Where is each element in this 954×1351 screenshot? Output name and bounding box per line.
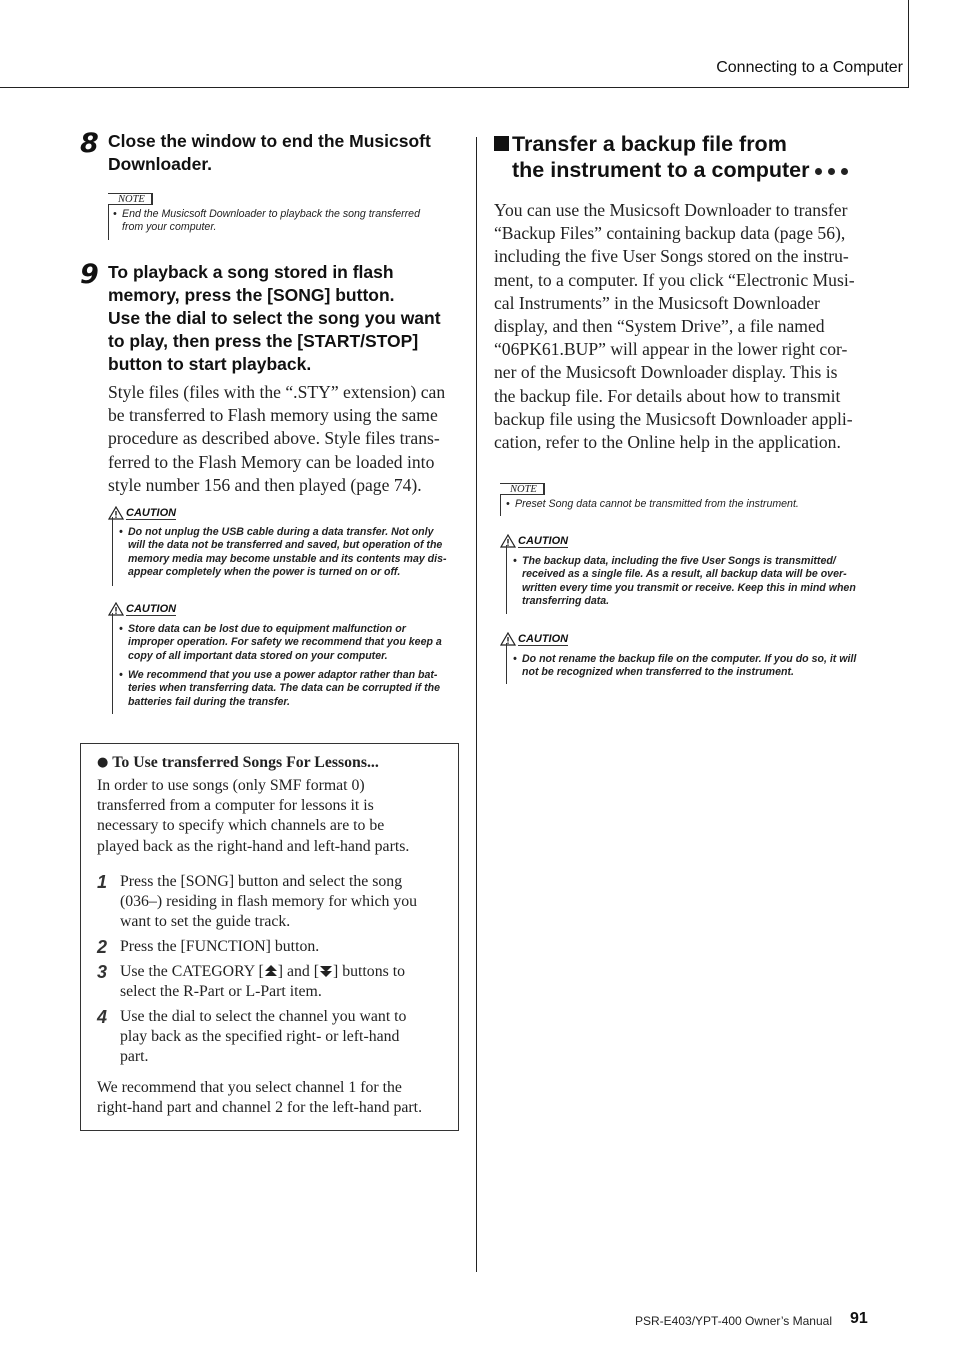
- lessons-step-3: [120, 962, 405, 1002]
- caution-line: not be recognized when transferred to the instrument.: [522, 666, 794, 679]
- caution-line: The backup data, including the five User Songs is transmitted/: [522, 555, 836, 567]
- caution-tag: [500, 632, 568, 646]
- category-up-arrow-icon: [264, 964, 278, 978]
- step-9-heading-line: button to start playback.: [108, 354, 312, 374]
- lessons-title: [97, 753, 379, 773]
- step-9-heading-line: To playback a song stored in flash: [108, 262, 394, 282]
- section-title-line-1: [494, 131, 854, 157]
- caution-bar: [112, 613, 113, 714]
- footer-manual-name: PSR-E403/YPT-400 Owner’s Manual: [635, 1314, 832, 1328]
- note-item: • End the Musicsoft Downloader to playback the song transferred from your computer.: [113, 208, 420, 234]
- caution-item: • Do not unplug the USB cable during a data transfer. Not only will the data not be transferred and saved, but operation of the memory media may become unstable and its contents may dis- appear completely when the power is turned on or off.: [119, 526, 447, 578]
- lessons-step-2: [120, 937, 319, 957]
- step-8-heading-line: Downloader.: [108, 154, 213, 174]
- caution-label: CAUTION: [126, 506, 177, 519]
- caution-line: improper operation. For safety we recommend that you keep a: [128, 636, 442, 649]
- caution-item: • Do not rename the backup file on the computer. If you do so, it will not be recognized when transferred to the instrument.: [513, 653, 857, 679]
- section-note: [500, 483, 880, 516]
- column-divider: [476, 137, 477, 1272]
- caution-tag: [500, 534, 568, 548]
- section-caution-2: [500, 632, 880, 684]
- bullet-icon: ●: [97, 755, 109, 770]
- step-8-heading-line: Close the window to end the Musicsoft: [108, 131, 431, 151]
- caution-label: CAUTION: [126, 602, 177, 615]
- section-caution-1: [500, 534, 880, 614]
- body-line: Style files (files with the “.STY” extension) can: [108, 382, 446, 402]
- warning-triangle-icon: [108, 506, 124, 520]
- body-line: You can use the Musicsoft Downloader to transfer: [494, 200, 848, 220]
- page-edge-rule: [908, 0, 909, 88]
- lessons-title-text: To Use transferred Songs For Lessons...: [112, 754, 379, 771]
- lessons-intro-line: necessary to specify which channels are to be: [97, 817, 385, 835]
- caution-bar: [506, 643, 507, 684]
- body-line: ment, to a computer. If you click “Electronic Musi-: [494, 269, 855, 290]
- section-body: [494, 199, 884, 454]
- lessons-step-text: ] and [: [277, 963, 320, 980]
- lessons-outro: [97, 1078, 422, 1118]
- caution-bar: [112, 517, 113, 586]
- lessons-step-line: want to set the guide track.: [120, 913, 291, 931]
- caution-line: transferring data.: [522, 594, 610, 607]
- note-item: • Preset Song data cannot be transmitted from the instrument.: [506, 498, 799, 510]
- lessons-step-number: 4: [97, 1007, 108, 1027]
- body-line: backup file using the Musicsoft Downloader appli-: [494, 408, 853, 429]
- section-title-text: the instrument to a computer: [512, 158, 810, 182]
- body-line: cation, refer to the Online help in the application.: [494, 432, 841, 453]
- section-dots-icon: [815, 157, 854, 183]
- caution-line: memory media may become unstable and its contents may dis-: [128, 552, 447, 565]
- lessons-step-line: Use the dial to select the channel you want to: [120, 1008, 407, 1025]
- section-title-line-2: [494, 157, 854, 183]
- lessons-step-number: 3: [97, 962, 108, 982]
- lessons-step-text: Use the CATEGORY [: [120, 963, 264, 980]
- caution-line: teries when transferring data. The data can be corrupted if the: [128, 682, 440, 695]
- lessons-step-line: play back as the specified right- or left-hand: [120, 1028, 400, 1046]
- lessons-outro-line: right-hand part and channel 2 for the left-hand part.: [97, 1099, 423, 1117]
- caution-tag: [108, 602, 176, 616]
- step-8-number: 8: [80, 128, 99, 159]
- warning-triangle-icon: [500, 632, 516, 646]
- body-line: cal Instruments” in the Musicsoft Downloader: [494, 292, 820, 313]
- step-9-caution-2: [108, 602, 468, 714]
- caution-tag: [108, 506, 176, 520]
- body-line: be transferred to Flash memory using the same: [108, 405, 438, 426]
- step-9-heading-line: Use the dial to select the song you want: [108, 308, 441, 328]
- body-line: “Backup Files” containing backup data (page 56),: [494, 223, 846, 244]
- body-line: display, and then “System Drive”, a file named: [494, 316, 825, 337]
- lessons-step-line: (036–) residing in flash memory for which you: [120, 893, 418, 911]
- lessons-step-text: ] buttons to: [333, 963, 405, 980]
- note-bar: [108, 204, 109, 240]
- note-tag: NOTE: [500, 483, 545, 495]
- caution-line: copy of all important data stored on your computer.: [128, 649, 388, 662]
- section-title-text: Transfer a backup file from: [512, 132, 787, 156]
- warning-triangle-icon: [108, 602, 124, 616]
- lessons-intro-line: transferred from a computer for lessons it is: [97, 797, 374, 815]
- caution-line: received as a single file. As a result, all backup data will be over-: [522, 568, 847, 581]
- step-9-number: 9: [80, 259, 99, 290]
- caution-line: written every time you transmit or receive. Keep this in mind when: [522, 581, 856, 594]
- lessons-step-line: part.: [120, 1048, 149, 1066]
- body-line: ferred to the Flash Memory can be loaded into: [108, 451, 435, 472]
- caution-line: Do not rename the backup file on the computer. If you do so, it will: [522, 653, 857, 665]
- body-line: “06PK61.BUP” will appear in the lower right cor-: [494, 339, 848, 360]
- lessons-step-number: 2: [97, 937, 108, 957]
- lessons-step-1: [120, 872, 417, 933]
- caution-line: batteries fail during the transfer.: [128, 695, 290, 708]
- caution-line: Do not unplug the USB cable during a data transfer. Not only: [128, 526, 434, 538]
- lessons-step-4: [120, 1007, 406, 1068]
- warning-triangle-icon: [500, 534, 516, 548]
- body-line: procedure as described above. Style files trans-: [108, 428, 440, 449]
- lessons-step-line: [120, 962, 405, 982]
- lessons-intro-line: In order to use songs (only SMF format 0): [97, 777, 365, 794]
- footer-page-number: 91: [850, 1310, 868, 1327]
- section-title: [494, 131, 854, 183]
- step-9-body: [108, 381, 468, 497]
- step-8-note: [108, 193, 468, 240]
- lessons-intro-line: played back as the right-hand and left-hand parts.: [97, 837, 410, 855]
- caution-label: CAUTION: [518, 534, 569, 547]
- note-bar: [500, 494, 501, 516]
- step-9-heading: [108, 261, 441, 376]
- note-line: from your computer.: [122, 221, 217, 234]
- body-line: ner of the Musicsoft Downloader display. This is: [494, 362, 838, 383]
- lessons-outro-line: We recommend that you select channel 1 for the: [97, 1079, 402, 1096]
- lessons-intro: [97, 776, 409, 857]
- lessons-box: [80, 743, 459, 1131]
- caution-line: We recommend that you use a power adaptor rather than bat-: [128, 669, 438, 681]
- header-rule: [0, 87, 909, 88]
- step-8-heading: [108, 130, 431, 176]
- caution-label: CAUTION: [518, 632, 569, 645]
- caution-item: • We recommend that you use a power adaptor rather than bat- teries when transferring data. The data can be corrupted if the batteries fail during the transfer.: [119, 669, 440, 708]
- note-tag: NOTE: [108, 193, 153, 205]
- body-line: style number 156 and then played (page 74).: [108, 474, 422, 495]
- step-9-caution-1: [108, 506, 468, 586]
- body-line: the backup file. For details about how to transmit: [494, 385, 841, 406]
- section-square-icon: [494, 136, 509, 151]
- caution-line: will the data not be transferred and saved, but operation of the: [128, 539, 443, 552]
- caution-item: • The backup data, including the five User Songs is transmitted/ received as a single file. As a result, all backup data will be over- written every time you transmit or receive. Keep this in mind when transferring data.: [513, 555, 856, 607]
- section-header-title: Connecting to a Computer: [716, 59, 903, 76]
- caution-line: Store data can be lost due to equipment malfunction or: [128, 623, 406, 635]
- category-down-arrow-icon: [319, 964, 333, 978]
- body-line: including the five User Songs stored on the instru-: [494, 246, 849, 267]
- lessons-step-line: select the R-Part or L-Part item.: [120, 983, 322, 1001]
- lessons-step-line: Press the [FUNCTION] button.: [120, 938, 320, 955]
- caution-item: • Store data can be lost due to equipment malfunction or improper operation. For safety we recommend that you keep a copy of all important data stored on your computer.: [119, 623, 442, 662]
- note-line: End the Musicsoft Downloader to playback the song transferred: [122, 208, 420, 220]
- caution-bar: [506, 545, 507, 614]
- step-9-heading-line: to play, then press the [START/STOP]: [108, 331, 419, 351]
- caution-line: appear completely when the power is turned on or off.: [128, 565, 401, 578]
- lessons-step-number: 1: [97, 872, 108, 892]
- note-line: Preset Song data cannot be transmitted from the instrument.: [515, 498, 799, 510]
- lessons-step-line: Press the [SONG] button and select the song: [120, 873, 403, 890]
- step-9-heading-line: memory, press the [SONG] button.: [108, 285, 395, 305]
